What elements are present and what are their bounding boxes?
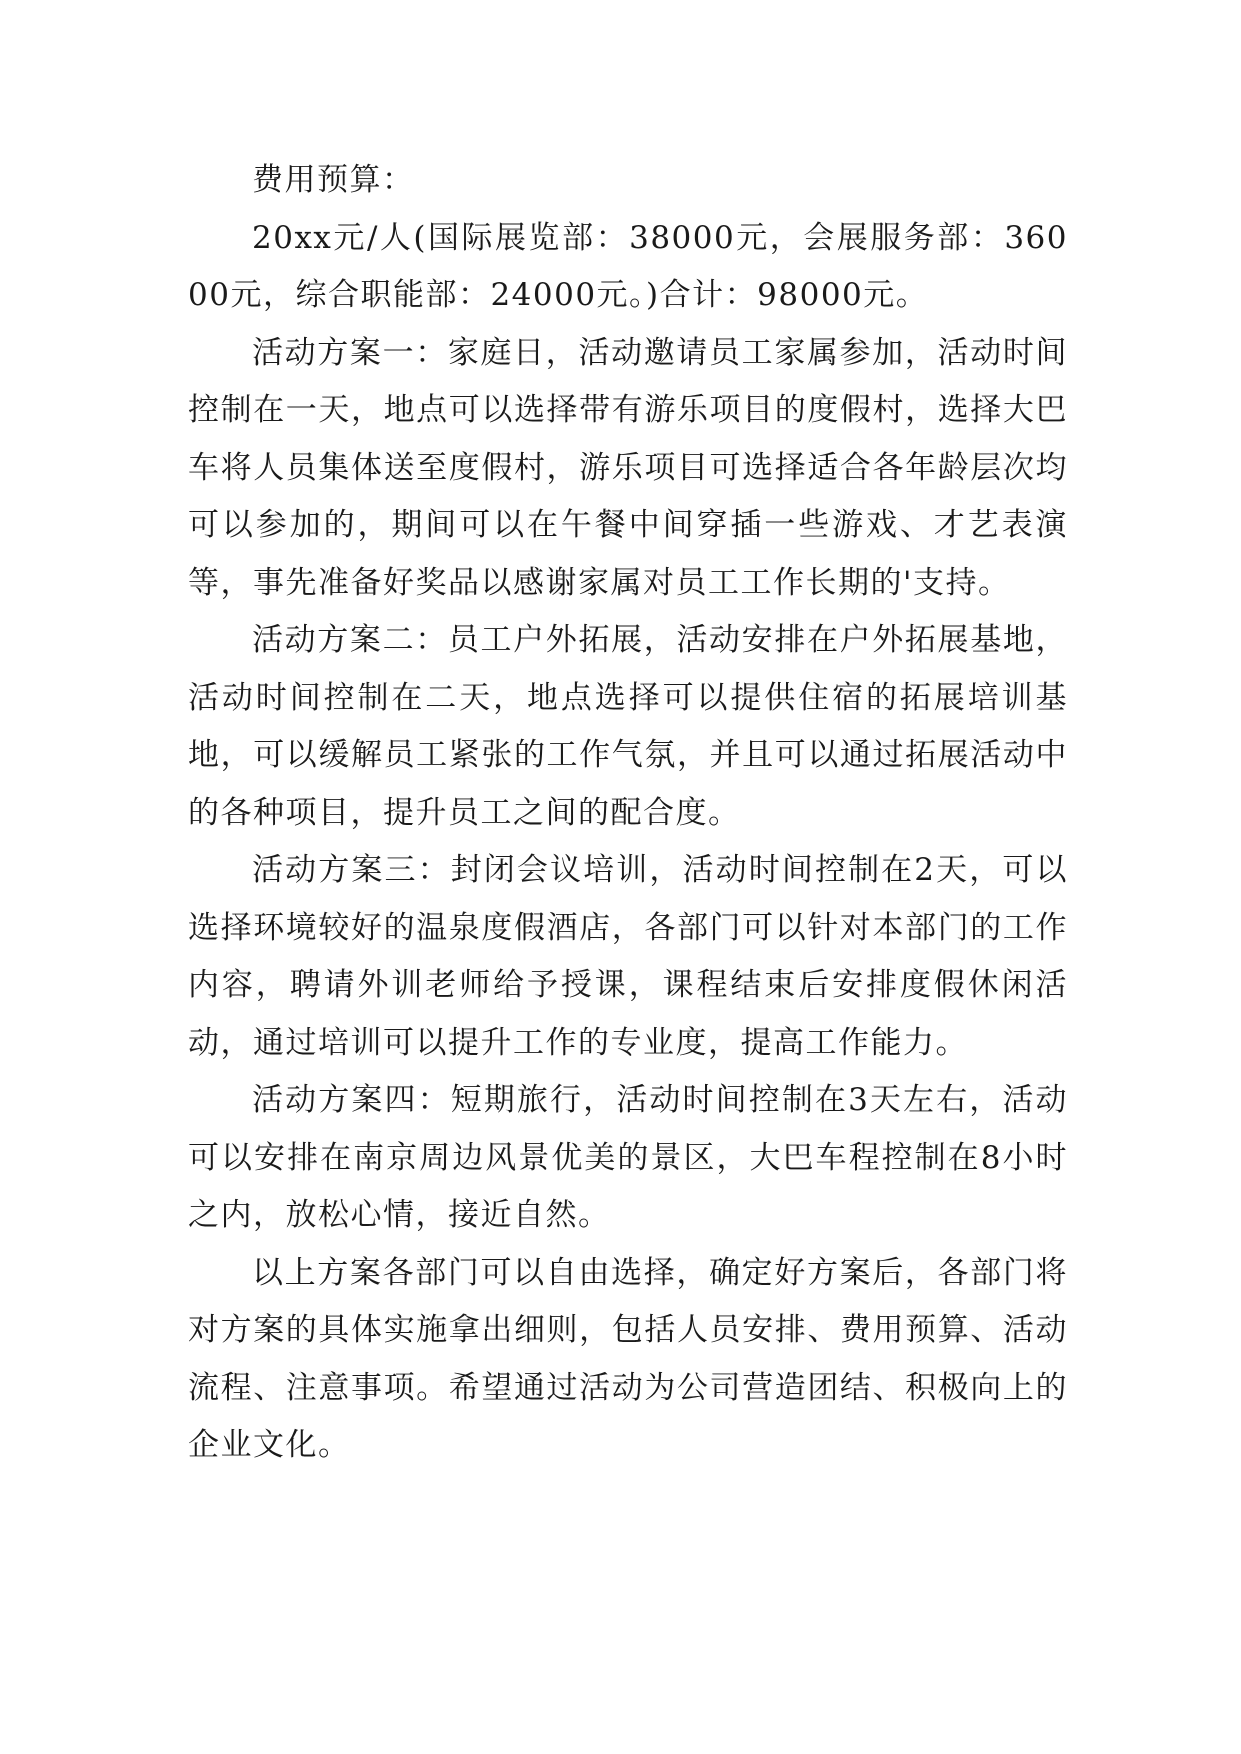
paragraph-plan-one: 活动方案一：家庭日，活动邀请员工家属参加，活动时间控制在一天，地点可以选择带有游乐项目的度假村，选择大巴车将人员集体送至度假村，游乐项目可选择适合各年龄层次均可以参加的，期间可以在午餐中间穿插一些游戏、才艺表演等，事先准备好奖品以感谢家属对员工工作长期的'支持。 [188,334,1068,601]
paragraph-plan-two: 活动方案二：员工户外拓展，活动安排在户外拓展基地，活动时间控制在二天，地点选择可以提供住宿的拓展培训基地，可以缓解员工紧张的工作气氛，并且可以通过拓展活动中的各种项目，提升员工之间的配合度。 [188,622,1068,831]
paragraph-budget-details: 20xx元/人(国际展览部：38000元，会展服务部：36000元，综合职能部：24000元。)合计：98000元。 [188,219,1068,313]
document-body [188,152,1068,1475]
paragraph-plan-three: 活动方案三：封闭会议培训，活动时间控制在2天，可以选择环境较好的温泉度假酒店，各部门可以针对本部门的工作内容，聘请外训老师给予授课，课程结束后安排度假休闲活动，通过培训可以提升工作的专业度，提高工作能力。 [188,852,1068,1061]
paragraph-conclusion: 以上方案各部门可以自由选择，确定好方案后，各部门将对方案的具体实施拿出细则，包括人员安排、费用预算、活动流程、注意事项。希望通过活动为公司营造团结、积极向上的企业文化。 [188,1254,1068,1463]
paragraph-budget-heading: 费用预算： [252,162,415,198]
paragraph-plan-four: 活动方案四：短期旅行，活动时间控制在3天左右，活动可以安排在南京周边风景优美的景区，大巴车程控制在8小时之内，放松心情，接近自然。 [188,1082,1068,1233]
